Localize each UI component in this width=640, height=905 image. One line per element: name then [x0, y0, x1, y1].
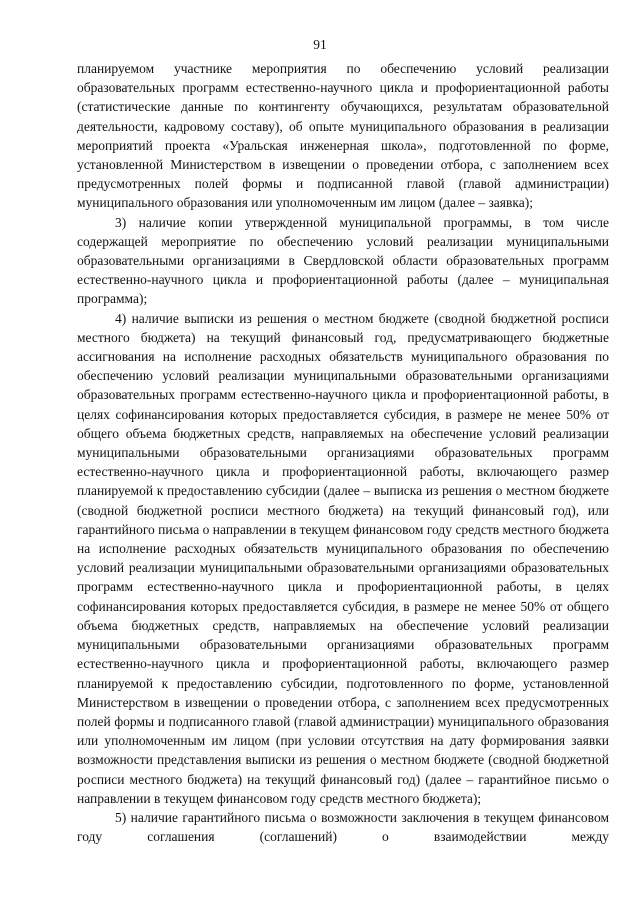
paragraph-item-5: 5) наличие гарантийного письма о возможности заключения в текущем финансовом году соглашения (соглашений) о взаимодействии между [77, 809, 609, 845]
paragraph-continuation: планируемом участнике мероприятия по обеспечению условий реализации образовательных программ естественно-научного цикла и профориентационной работы (статистические данные по контингенту обучающихся, результатам образовательной деятельности, кадровому составу), об опыте муниципального образования в реализации мероприятий проекта «Уральская инженерная школа», подготовленной по форме, установленной Министерством в извещении о проведении отбора, с заполнением всех предусмотренных полей формы и подписанной главой (главой администрации) муниципального образования или уполномоченным им лицом (далее – заявка); [77, 61, 609, 211]
paragraph-item-4: 4) наличие выписки из решения о местном бюджете (сводной бюджетной росписи местного бюджета) на текущий финансовый год, предусматривающего бюджетные ассигнования на исполнение расходных обязательств муниципального образования по обеспечению условий реализации муниципальными образовательными организациями образовательных программ естественно-научного цикла и профориентационной работы, в целях софинансирования которых предоставляется субсидия, в размере не менее 50% от общего объема бюджетных средств, направляемых на обеспечение условий реализации муниципальными образовательными организациями образовательных программ естественно-научного цикла и профориентационной работы, включающего размер планируемой к предоставлению субсидии (далее – выписка из решения о местном бюджете (сводной бюджетной росписи местного бюджета) на текущий финансовый год), или гарантийного письма о направлении в текущем финансовом году средств местного бюджета на исполнение расходных обязательств муниципального образования по обеспечению условий реализации муниципальными образовательными организациями образовательных программ естественно-научного цикла и профориентационной работы, в целях софинансирования которых предоставляется субсидия, в размере не менее 50% от общего объема бюджетных средств, направляемых на обеспечение условий реализации муниципальными образовательными организациями образовательных программ естественно-научного цикла и профориентационной работы, включающего размер планируемой к предоставлению субсидии, подготовленного по форме, установленной Министерством в извещении о проведении отбора, с заполнением всех предусмотренных полей формы и подписанного главой (главой администрации) муниципального образования или уполномоченным им лицом (при условии отсутствия на дату формирования заявки возможности представления выписки из решения о местном бюджете (сводной бюджетной росписи местного бюджета) на текущий финансовый год) (далее – гарантийное письмо о направлении в текущем финансовом году средств местного бюджета); [77, 310, 609, 806]
page-number: 91 [313, 37, 327, 52]
paragraph-item-3: 3) наличие копии утвержденной муниципальной программы, в том числе содержащей мероприятие по обеспечению условий реализации муниципальными образовательными организациями в Свердловской области образовательных программ естественно-научного цикла и профориентационной работы (далее – муниципальная программа); [77, 214, 609, 307]
document-body [77, 59, 609, 846]
